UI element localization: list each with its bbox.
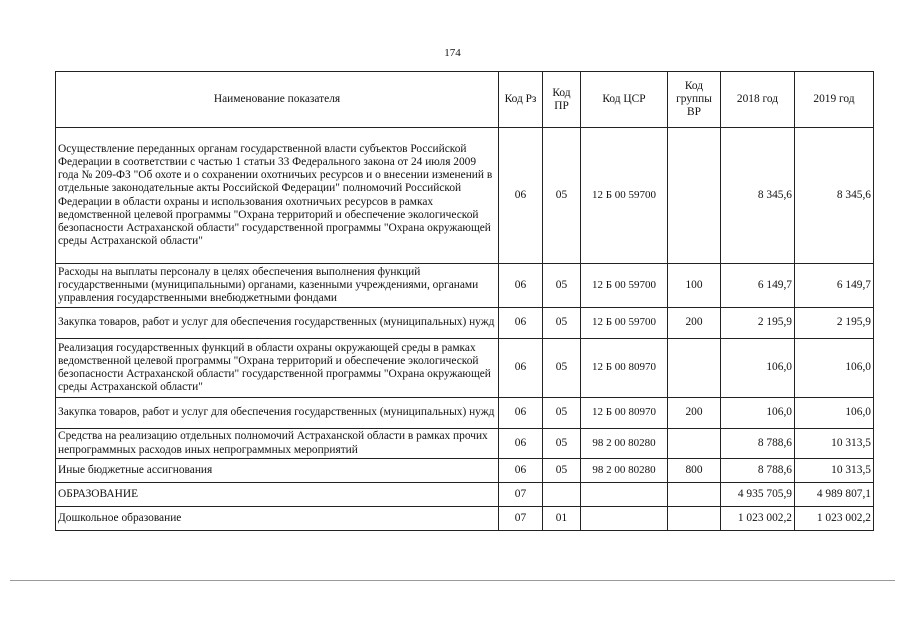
table-row (56, 398, 874, 429)
header-2018: 2018 год (721, 72, 795, 128)
cell-rz: 06 (499, 264, 543, 308)
cell-2019: 2 195,9 (795, 308, 874, 339)
cell-2019: 10 313,5 (795, 429, 874, 459)
cell-csr (581, 483, 668, 507)
cell-rz: 06 (499, 339, 543, 398)
header-rz: Код Рз (499, 72, 543, 128)
cell-pr: 05 (543, 459, 581, 483)
cell-2018: 8 788,6 (721, 459, 795, 483)
cell-pr (543, 483, 581, 507)
page-bottom-rule (10, 580, 895, 581)
cell-pr: 05 (543, 264, 581, 308)
cell-rz: 06 (499, 429, 543, 459)
cell-pr: 05 (543, 398, 581, 429)
cell-2018: 4 935 705,9 (721, 483, 795, 507)
table-row (56, 429, 874, 459)
cell-rz: 06 (499, 308, 543, 339)
cell-2019: 10 313,5 (795, 459, 874, 483)
cell-csr: 12 Б 00 80970 (581, 398, 668, 429)
cell-pr: 01 (543, 507, 581, 531)
cell-pr: 05 (543, 128, 581, 264)
cell-rz: 06 (499, 398, 543, 429)
cell-name: Реализация государственных функций в области охраны окружающей среды в рамках ведомственной целевой программы "Охрана территорий и обеспечение экологической безопасности Астраханской области" государственной программы "Охрана окружающей среды Астраханской области" (56, 339, 499, 398)
cell-vr: 800 (668, 459, 721, 483)
cell-csr: 98 2 00 80280 (581, 459, 668, 483)
cell-name: Закупка товаров, работ и услуг для обеспечения государственных (муниципальных) нужд (56, 308, 499, 339)
cell-2019: 1 023 002,2 (795, 507, 874, 531)
cell-csr (581, 507, 668, 531)
cell-name: Средства на реализацию отдельных полномочий Астраханской области в рамках прочих непрограммных расходов иных непрограммных мероприятий (56, 429, 499, 459)
cell-vr (668, 483, 721, 507)
cell-2019: 8 345,6 (795, 128, 874, 264)
cell-2018: 106,0 (721, 398, 795, 429)
cell-name: Дошкольное образование (56, 507, 499, 531)
cell-pr: 05 (543, 339, 581, 398)
cell-name: Осуществление переданных органам государственной власти субъектов Российской Федерации в соответствии с частью 1 статьи 33 Федерального закона от 24 июля 2009 года № 209-ФЗ "Об охоте и о сохранении охотничьих ресурсов и о внесении изменений в отдельные законодательные акты Российской Федерации" полномочий Российской Федерации в области охраны и использования охотничьих ресурсов в рамках ведомственной целевой программы "Охрана территорий и обеспечение экологической безопасности Астраханской области" государственной программы "Охрана окружающей среды Астраханской области" (56, 128, 499, 264)
cell-vr: 200 (668, 398, 721, 429)
cell-2018: 8 788,6 (721, 429, 795, 459)
cell-pr: 05 (543, 429, 581, 459)
cell-csr: 12 Б 00 59700 (581, 128, 668, 264)
table-row (56, 507, 874, 531)
cell-name: ОБРАЗОВАНИЕ (56, 483, 499, 507)
cell-csr: 12 Б 00 80970 (581, 339, 668, 398)
budget-table (55, 71, 874, 531)
table-row (56, 128, 874, 264)
header-row (56, 72, 874, 128)
cell-2019: 6 149,7 (795, 264, 874, 308)
cell-csr: 12 Б 00 59700 (581, 308, 668, 339)
page-number: 174 (444, 47, 461, 59)
table-row (56, 339, 874, 398)
cell-2019: 4 989 807,1 (795, 483, 874, 507)
header-vr: Код группы ВР (668, 72, 721, 128)
header-2019: 2019 год (795, 72, 874, 128)
cell-2018: 1 023 002,2 (721, 507, 795, 531)
cell-rz: 06 (499, 459, 543, 483)
cell-vr (668, 507, 721, 531)
cell-name: Закупка товаров, работ и услуг для обеспечения государственных (муниципальных) нужд (56, 398, 499, 429)
cell-vr: 100 (668, 264, 721, 308)
cell-rz: 07 (499, 483, 543, 507)
cell-rz: 07 (499, 507, 543, 531)
table-row (56, 483, 874, 507)
header-csr: Код ЦСР (581, 72, 668, 128)
cell-pr: 05 (543, 308, 581, 339)
cell-2018: 6 149,7 (721, 264, 795, 308)
cell-2018: 106,0 (721, 339, 795, 398)
table-row (56, 459, 874, 483)
cell-vr (668, 339, 721, 398)
cell-2018: 8 345,6 (721, 128, 795, 264)
table-row (56, 308, 874, 339)
header-pr: Код ПР (543, 72, 581, 128)
table-row (56, 264, 874, 308)
cell-rz: 06 (499, 128, 543, 264)
cell-name: Расходы на выплаты персоналу в целях обеспечения выполнения функций государственными (муниципальными) органами, казенными учреждениями, органами управления государственными внебюджетными фондами (56, 264, 499, 308)
cell-vr (668, 429, 721, 459)
cell-name: Иные бюджетные ассигнования (56, 459, 499, 483)
cell-2019: 106,0 (795, 339, 874, 398)
cell-vr: 200 (668, 308, 721, 339)
header-name: Наименование показателя (56, 72, 499, 128)
cell-2018: 2 195,9 (721, 308, 795, 339)
cell-csr: 12 Б 00 59700 (581, 264, 668, 308)
cell-vr (668, 128, 721, 264)
cell-2019: 106,0 (795, 398, 874, 429)
cell-csr: 98 2 00 80280 (581, 429, 668, 459)
